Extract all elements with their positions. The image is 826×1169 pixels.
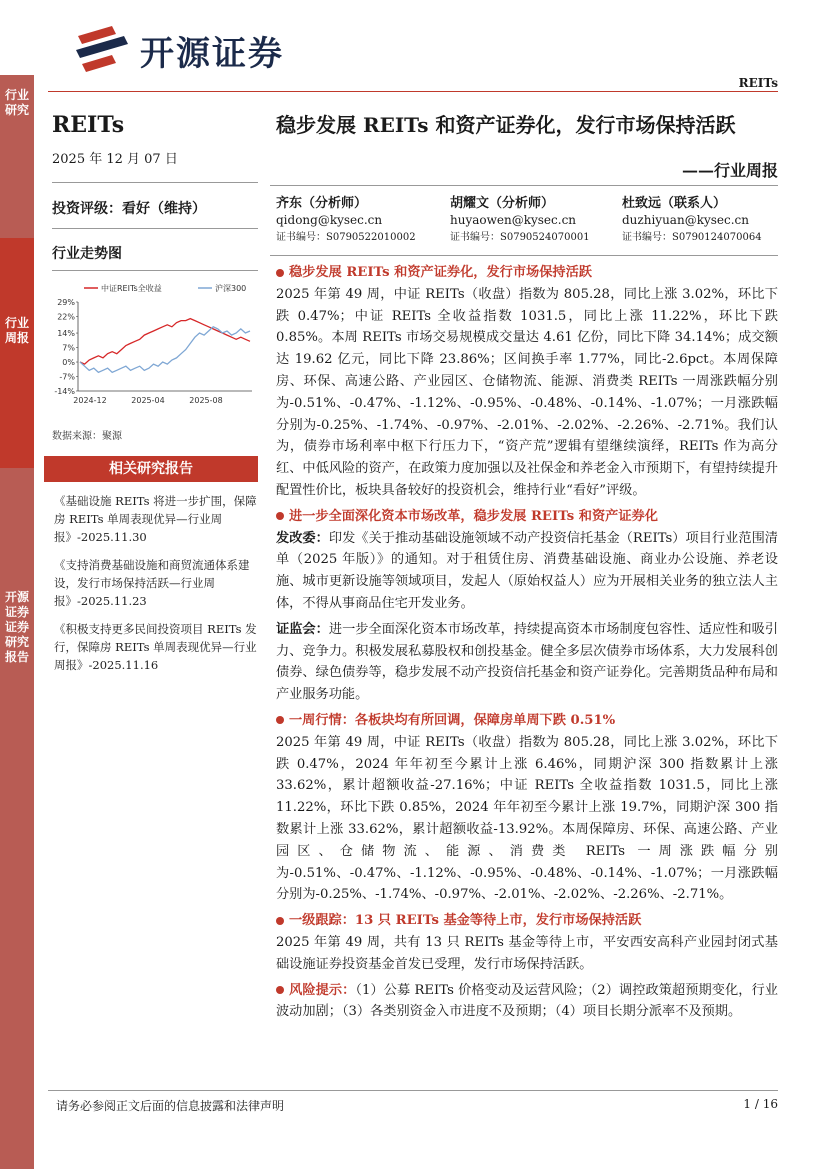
report-subtitle: ——行业周报 xyxy=(681,161,778,180)
bullet-icon xyxy=(276,269,284,277)
analyst-name: 齐东（分析师） xyxy=(276,196,368,211)
report-title: 稳步发展 REITs 和资产证券化，发行市场保持活跃 xyxy=(276,113,736,137)
related-report-item[interactable]: 《基础设施 REITs 将进一步扩围，保障房 REITs 单周表现优异—行业周报》-2025.11.30 xyxy=(54,494,257,544)
footer-rule xyxy=(48,1090,778,1091)
section-paragraph: 发改委：印发《关于推动基础设施领域不动产投资信托基金（REITs）项目行业范围清单（2025 年版）》的通知。对于租赁住房、消费基础设施、商业办公设施、养老设施、城市更新设施等领域项目，发起人（原始权益人）应为开展相关业务的独立法人主体，不得从事商品住宅开发业务。 xyxy=(276,530,778,611)
logo-text: 开源证券 xyxy=(140,34,284,74)
section-heading: 一周行情：各板块均有所回调，保障房单周下跌 0.51% xyxy=(276,710,778,732)
investment-rating: 投资评级：看好（维持） xyxy=(52,201,206,217)
related-report-item[interactable]: 《积极支持更多民间投资项目 REITs 发行，保障房 REITs 单周表现优异—行业周报》-2025.11.16 xyxy=(54,622,257,672)
section-paragraph: 2025 年第 49 周，中证 REITs（收盘）指数为 805.28，同比上涨 3.02%，环比下跌 0.47%，2024 年年初至今累计上涨 6.46%，同期沪深 300 指数累计上涨 33.62%，累计超额收益-27.16%；中证 REITs 全收益指数 1031.5，同比上涨 11.22%，环比下跌 0.85%，2024 年年初至今累计上涨 19.7%，同期沪深 300 指数累计上涨 33.62%，累计超额收益-13.92%。本周保障房、环保、高速公路、产业园区、仓储物流、能源、消费类 REITs 一周涨跌幅分别为-0.51%、-0.47%、-1.12%、-0.95%、-0.48%、-0.14%、-1.07%；一月涨跌幅分别为-0.25%、-1.74%、-0.97%、-2.01%、-2.02%、-2.26%、-2.71%。 xyxy=(276,734,778,903)
header-tag: REITs xyxy=(738,76,778,90)
x-tick-label: 2024-12 xyxy=(73,396,107,405)
bullet-icon xyxy=(276,512,284,520)
section-heading: 稳步发展 REITs 和资产证券化，发行市场保持活跃 xyxy=(276,262,778,284)
x-tick-label: 2025-04 xyxy=(131,396,165,405)
left-rule xyxy=(52,182,258,183)
bullet-icon xyxy=(276,716,284,724)
analyst-block xyxy=(622,195,762,246)
analyst-rule xyxy=(270,255,778,256)
related-reports-header: 相关研究报告 xyxy=(44,456,258,482)
legend-label: 沪深300 xyxy=(215,284,247,293)
left-rule xyxy=(52,270,258,271)
header-rule xyxy=(48,91,778,92)
trend-title: 行业走势图 xyxy=(52,246,122,262)
side-strip-highlight xyxy=(0,238,34,468)
y-tick-label: 22% xyxy=(57,312,75,322)
analyst-cert: 证书编号：S0790522010002 xyxy=(276,232,416,243)
analyst-cert: 证书编号：S0790124070064 xyxy=(622,232,762,243)
trend-chart xyxy=(48,278,260,413)
title-rule xyxy=(270,185,778,186)
y-tick-label: -14% xyxy=(54,387,75,396)
analyst-email[interactable]: huyaowen@kysec.cn xyxy=(450,213,577,227)
side-label-middle: 行业周报 xyxy=(4,316,29,345)
section-paragraph: 2025 年第 49 周，中证 REITs（收盘）指数为 805.28，同比上涨 3.02%，环比下跌 0.47%；中证 REITs 全收益指数 1031.5，同比上涨 11.22%，环比下跌 0.85%。本周 REITs 市场交易规模成交量达 4.61 亿份，同比下降 34.14%；成交额达 19.62 亿元，同比下降 23.86%；区间换手率 1.77%，同比-2.6pct。本周保障房、环保、高速公路、产业园区、仓储物流、能源、消费类 REITs 一周涨跌幅分别为-0.51%、-0.47%、-1.12%、-0.95%、-0.48%、-0.14%、-1.07%；一月涨跌幅分别为-0.25%、-1.74%、-0.97%、-2.01%、-2.02%、-2.26%、-2.71%。我们认为，债券市场利率中枢下行压力下，“资产荒”逻辑有望继续演绎，REITs 作为高分红、中低风险的资产，在政策力度加强以及社保金和养老金入市预期下，有望持续提升配置性价比，板块具备较好的投资机会，维持行业“看好”评级。 xyxy=(276,286,778,498)
left-rule xyxy=(52,228,258,229)
analyst-block xyxy=(450,195,590,246)
side-label-top: 行业研究 xyxy=(4,88,29,117)
y-tick-label: 29% xyxy=(57,298,75,307)
related-report-item[interactable]: 《支持消费基础设施和商贸流通体系建设，发行市场保持活跃—行业周报》-2025.11.23 xyxy=(54,558,250,608)
section-paragraph: 2025 年第 49 周，共有 13 只 REITs 基金等待上市，平安西安高科产业园封闭式基础设施证券投资基金首发已受理，发行市场保持活跃。 xyxy=(276,934,778,972)
analyst-cert: 证书编号：S0790524070001 xyxy=(450,232,590,243)
analyst-block xyxy=(276,195,416,246)
analyst-email[interactable]: qidong@kysec.cn xyxy=(276,213,383,227)
y-tick-label: 0% xyxy=(62,358,75,368)
y-tick-label: -7% xyxy=(59,372,75,382)
bullet-icon xyxy=(276,917,284,925)
x-tick-label: 2025-08 xyxy=(189,396,223,405)
industry-name: REITs xyxy=(52,112,125,138)
analyst-name: 杜致远（联系人） xyxy=(622,196,727,211)
y-tick-label: 14% xyxy=(57,329,75,339)
section-heading: 进一步全面深化资本市场改革，稳步发展 REITs 和资产证券化 xyxy=(276,506,778,528)
section-heading: 一级跟踪：13 只 REITs 基金等待上市，发行市场保持活跃 xyxy=(276,910,778,932)
analyst-name: 胡耀文（分析师） xyxy=(450,196,555,211)
risk-paragraph: 风险提示：（1）公募 REITs 价格变动及运营风险；（2）调控政策超预期变化，行业波动加剧；（3）各类别资金入市进度不及预期；（4）项目长期分派率不及预期。 xyxy=(276,982,778,1020)
footer-disclaimer[interactable]: 请务必参阅正文后面的信息披露和法律声明 xyxy=(56,1099,285,1113)
y-tick-label: 7% xyxy=(62,343,75,353)
report-date: 2025 年 12 月 07 日 xyxy=(52,152,178,167)
page-number: 1 / 16 xyxy=(743,1097,778,1111)
analyst-email[interactable]: duzhiyuan@kysec.cn xyxy=(622,213,749,227)
series-line xyxy=(80,319,250,365)
report-body xyxy=(276,260,778,1027)
section-paragraph: 证监会：进一步全面深化资本市场改革，持续提高资本市场制度包容性、适应性和吸引力、竞争力。积极发展私募股权和创投基金。健全多层次债券市场体系，大力发展科创债券、绿色债券等，稳步发展不动产投资信托基金和资产证券化。完善期货品种布局和产业服务功能。 xyxy=(276,621,779,703)
chart-source: 数据来源：聚源 xyxy=(52,431,122,442)
logo-mark-icon xyxy=(76,26,128,72)
bullet-icon xyxy=(276,986,284,994)
side-label-bottom: 开源证券 证券研究报告 xyxy=(4,590,29,664)
legend-label: 中证REITs全收益 xyxy=(101,284,162,293)
